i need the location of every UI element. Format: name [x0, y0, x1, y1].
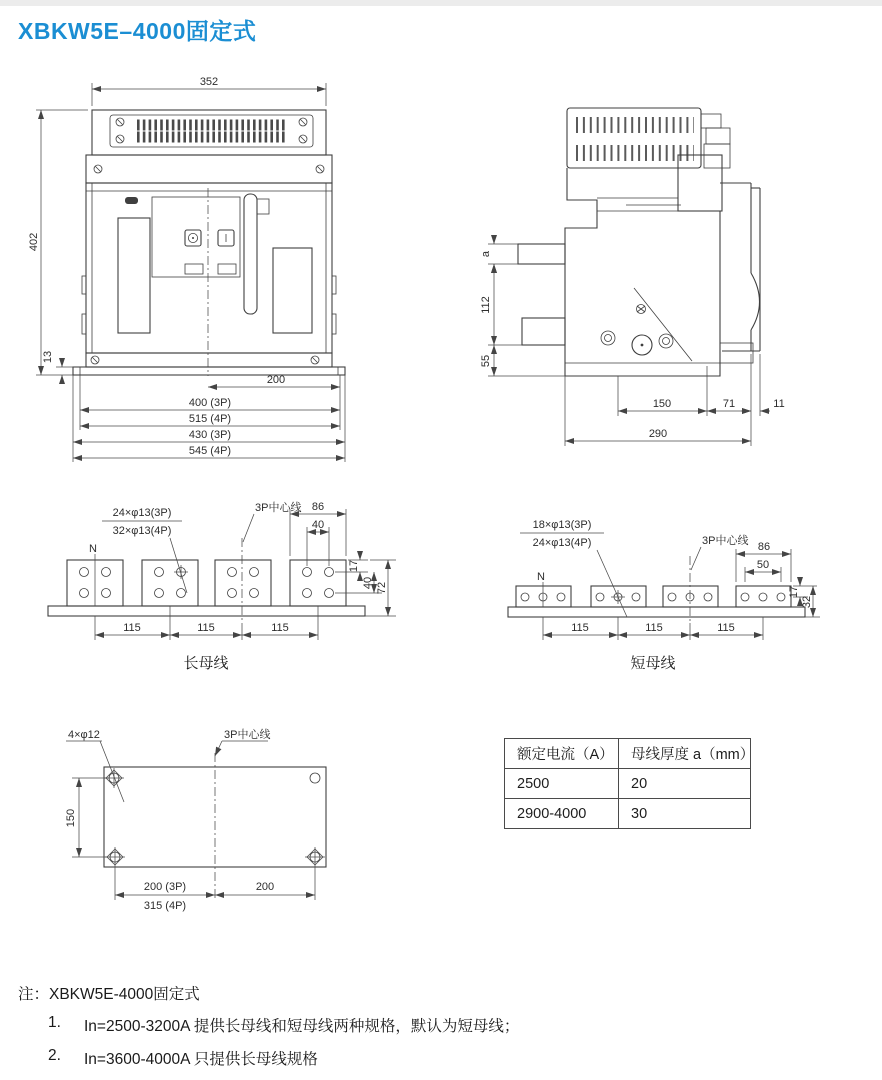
- indicator-window: [125, 197, 138, 204]
- svg-text:18×φ13(3P): 18×φ13(3P): [532, 519, 592, 531]
- svg-text:115: 115: [717, 622, 735, 634]
- svg-text:3P中心线: 3P中心线: [255, 502, 302, 514]
- lower-busbar-tab: [522, 318, 565, 345]
- trip-unit-display: [118, 218, 150, 333]
- svg-text:40: 40: [362, 576, 374, 590]
- note-number: 1.: [48, 1014, 61, 1031]
- charging-handle: [244, 194, 257, 314]
- page-top-edge: [0, 0, 882, 6]
- long-busbar-caption: 长母线: [183, 655, 229, 672]
- table-row: 2900-4000 30: [505, 799, 751, 829]
- note-item: [18, 1014, 519, 1036]
- long-busbar-drawing: [30, 498, 440, 688]
- counter-window: [185, 264, 203, 274]
- breaker-side-body: [518, 108, 760, 376]
- counter-window: [218, 264, 236, 274]
- col-header-current: 额定电流（A）: [505, 739, 619, 769]
- svg-text:32: 32: [801, 595, 813, 609]
- svg-text:50: 50: [756, 559, 770, 571]
- mounting-plate-dims: [65, 778, 315, 912]
- svg-text:72: 72: [376, 581, 388, 595]
- svg-text:352: 352: [199, 76, 219, 88]
- svg-text:17: 17: [788, 585, 800, 599]
- svg-text:200 (3P): 200 (3P): [143, 881, 187, 893]
- note-text: In=3600-4000A 只提供长母线规格: [84, 1051, 318, 1068]
- note-text: In=2500-3200A 提供长母线和短母线两种规格，默认为短母线；: [84, 1018, 520, 1035]
- svg-text:11: 11: [773, 398, 785, 410]
- mounting-plate-drawing: [28, 710, 393, 925]
- svg-text:150: 150: [65, 808, 77, 828]
- side-view-drawing: [476, 78, 826, 473]
- nameplate-panel: [273, 248, 312, 333]
- mounting-plate-body: [104, 753, 326, 898]
- svg-text:40: 40: [311, 519, 325, 531]
- svg-text:115: 115: [123, 622, 141, 634]
- svg-text:24×φ13(3P): 24×φ13(3P): [112, 507, 172, 519]
- long-busbar-body: [48, 560, 365, 616]
- on-button: [218, 230, 234, 246]
- front-view-drawing: [28, 76, 370, 478]
- front-dim-402: [28, 110, 88, 375]
- short-busbar-drawing: [480, 498, 880, 688]
- svg-text:N: N: [89, 543, 97, 555]
- svg-text:N: N: [537, 571, 545, 583]
- svg-text:13: 13: [42, 350, 54, 364]
- svg-text:200: 200: [255, 881, 275, 893]
- svg-text:200: 200: [266, 374, 286, 386]
- svg-text:71: 71: [722, 398, 736, 410]
- off-button: [185, 230, 201, 246]
- front-dim-13: [42, 351, 86, 383]
- svg-text:86: 86: [757, 541, 771, 553]
- svg-text:55: 55: [480, 354, 492, 368]
- front-panel-bulge: [751, 273, 760, 330]
- short-busbar-caption: 短母线: [630, 655, 676, 672]
- svg-text:3P中心线: 3P中心线: [702, 535, 749, 547]
- svg-text:515 (4P): 515 (4P): [188, 413, 232, 425]
- svg-text:4×φ12: 4×φ12: [68, 729, 100, 741]
- svg-text:32×φ13(4P): 32×φ13(4P): [112, 525, 172, 537]
- front-dim-352: [92, 76, 326, 106]
- svg-text:115: 115: [197, 622, 215, 634]
- plain-hole: [310, 773, 320, 783]
- svg-text:315 (4P): 315 (4P): [143, 900, 187, 912]
- long-busbar-dims: [95, 501, 396, 640]
- side-left-dims: [480, 236, 565, 376]
- svg-text:400 (3P): 400 (3P): [188, 397, 232, 409]
- svg-text:115: 115: [645, 622, 663, 634]
- table-header-row: [505, 739, 751, 769]
- col-header-thickness: 母线厚度 a（mm）: [619, 739, 751, 769]
- svg-text:86: 86: [311, 501, 325, 513]
- breaker-front-body: [73, 110, 345, 376]
- notes-section: [18, 982, 519, 1080]
- page-title: XBKW5E–4000固定式: [18, 18, 257, 44]
- front-bottom-dims: [73, 374, 345, 462]
- svg-text:430 (3P): 430 (3P): [188, 429, 232, 441]
- svg-text:24×φ13(4P): 24×φ13(4P): [532, 537, 592, 549]
- svg-text:545 (4P): 545 (4P): [188, 445, 232, 457]
- svg-text:115: 115: [571, 622, 589, 634]
- svg-text:112: 112: [480, 296, 492, 314]
- notes-heading: 注：XBKW5E-4000固定式: [18, 986, 200, 1003]
- note-item: [18, 1047, 519, 1069]
- svg-text:290: 290: [648, 428, 668, 440]
- svg-text:3P中心线: 3P中心线: [224, 729, 271, 741]
- side-bottom-dims: [565, 354, 785, 446]
- long-busbar-labels: [89, 500, 301, 623]
- svg-text:115: 115: [271, 622, 289, 634]
- busbar-thickness-table: [504, 738, 755, 829]
- table-row: 2500 20: [505, 769, 751, 799]
- note-number: 2.: [48, 1047, 61, 1064]
- short-busbar-body: [508, 586, 805, 617]
- short-busbar-dims: [543, 541, 820, 640]
- svg-text:150: 150: [652, 398, 672, 410]
- upper-busbar-tab: [518, 244, 565, 264]
- svg-text:a: a: [480, 250, 492, 258]
- mounting-plate-labels: [66, 727, 270, 802]
- mounting-base: [73, 367, 345, 375]
- svg-text:402: 402: [28, 232, 40, 252]
- svg-text:17: 17: [348, 559, 360, 573]
